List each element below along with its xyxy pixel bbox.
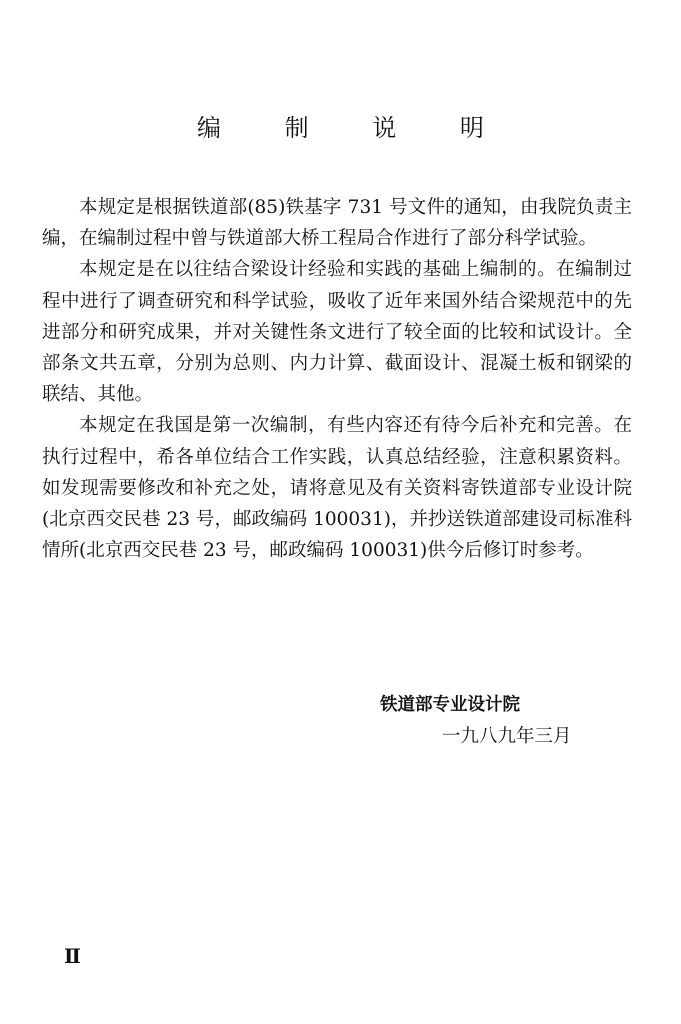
- signature-block: [380, 690, 572, 752]
- page-number: Ⅱ: [64, 944, 81, 968]
- paragraph-2: 本规定是在以往结合梁设计经验和实践的基础上编制的。在编制过程中进行了调查研究和科学试验，吸收了近年来国外结合梁规范中的先进部分和研究成果，并对关键性条文进行了较全面的比较和试设计。全部条文共五章，分别为总则、内力计算、截面设计、混凝土板和钢梁的联结、其他。: [42, 259, 632, 406]
- body-text: [42, 192, 632, 566]
- paragraph-3: 本规定在我国是第一次编制，有些内容还有待今后补充和完善。在执行过程中，希各单位结合工作实践，认真总结经验，注意积累资料。如发现需要修改和补充之处，请将意见及有关资料寄铁道部专业设计院(北京西交民巷 23 号，邮政编码 100031)，并抄送铁道部建设司标准科情所(北京西交民巷 23 号，邮政编码 100031)供今后修订时参考。: [42, 415, 632, 562]
- page-title: 编 制 说 明: [197, 114, 512, 142]
- signature-organization: 铁道部专业设计院: [380, 695, 520, 715]
- signature-date: 一九八九年三月: [442, 726, 572, 747]
- paragraph-1: 本规定是根据铁道部(85)铁基字 731 号文件的通知，由我院负责主编，在编制过程中曾与铁道部大桥工程局合作进行了部分科学试验。: [42, 197, 632, 250]
